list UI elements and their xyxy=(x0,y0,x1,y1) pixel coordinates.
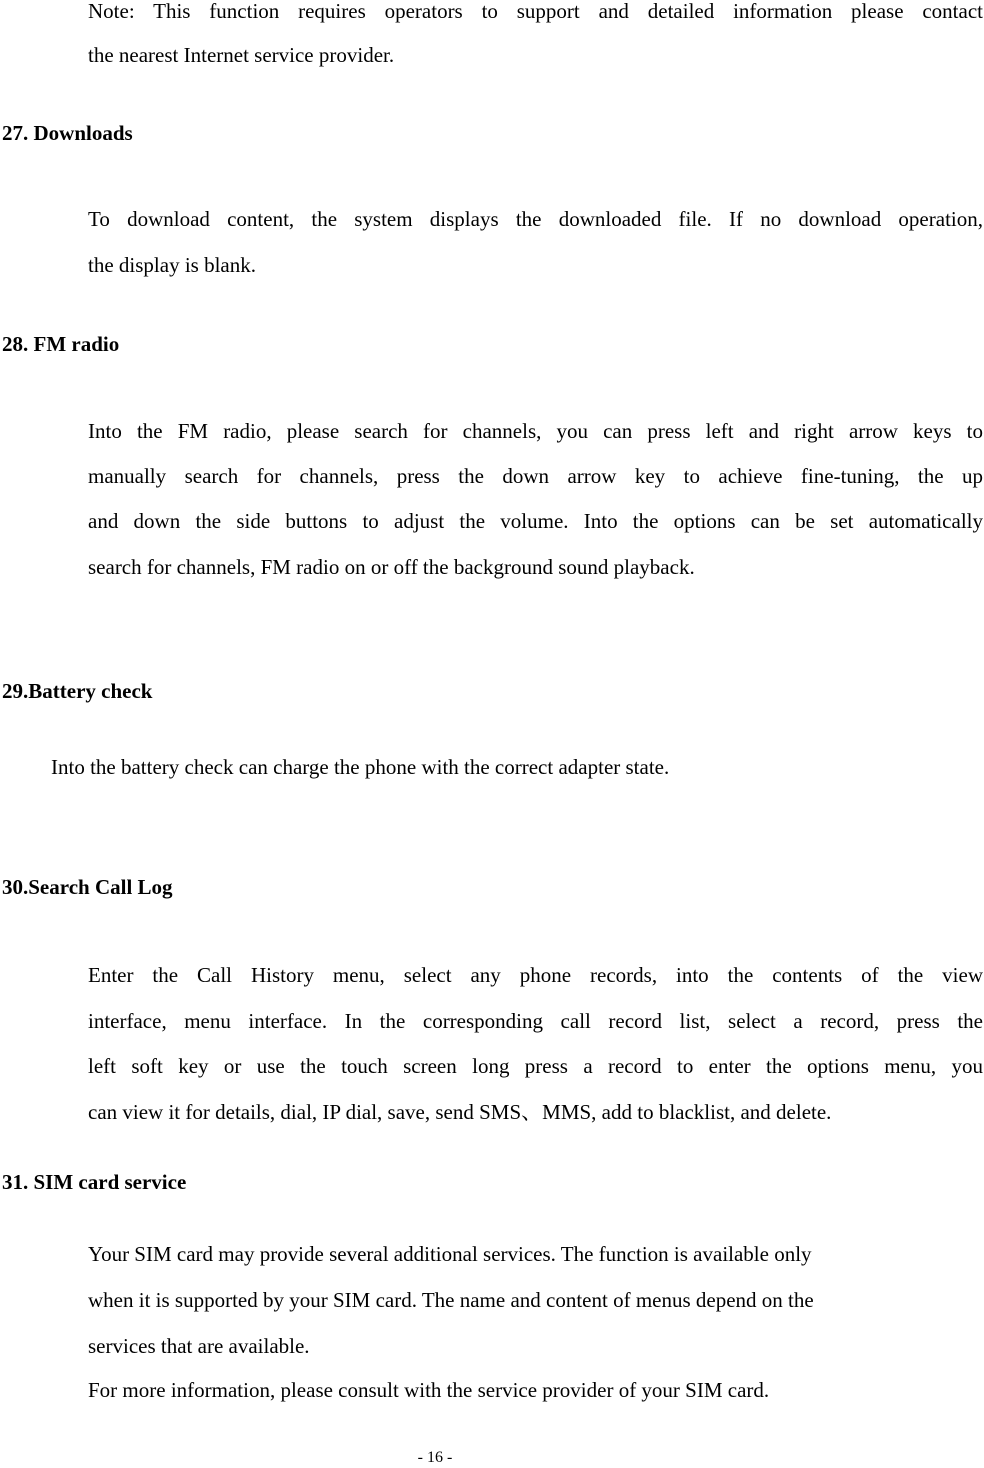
search-call-log-line-1: Enter the Call History menu, select any phone records, into the contents of the view xyxy=(88,963,983,987)
note-line-1: Note: This function requires operators to support and detailed information please contact xyxy=(88,0,983,23)
fm-radio-line-4: search for channels, FM radio on or off the background sound playback. xyxy=(88,555,695,579)
section-heading-battery-check: 29.Battery check xyxy=(2,679,153,703)
fm-radio-line-2: manually search for channels, press the down arrow key to achieve fine-tuning, the up xyxy=(88,464,983,488)
section-heading-downloads: 27. Downloads xyxy=(2,121,133,145)
downloads-line-2: the display is blank. xyxy=(88,253,256,277)
search-call-log-line-2: interface, menu interface. In the corresponding call record list, select a record, press the xyxy=(88,1009,983,1033)
fm-radio-line-1: Into the FM radio, please search for channels, you can press left and right arrow keys to xyxy=(88,419,983,443)
sim-card-service-line-3: services that are available. xyxy=(88,1334,310,1358)
search-call-log-line-3: left soft key or use the touch screen long press a record to enter the options menu, you xyxy=(88,1054,983,1078)
sim-card-service-line-4: For more information, please consult with the service provider of your SIM card. xyxy=(88,1378,770,1402)
section-heading-sim-card-service: 31. SIM card service xyxy=(2,1170,187,1194)
note-line-2: the nearest Internet service provider. xyxy=(88,43,395,67)
downloads-line-1: To download content, the system displays the downloaded file. If no download operation, xyxy=(88,207,983,231)
sim-card-service-line-2: when it is supported by your SIM card. The name and content of menus depend on the xyxy=(88,1288,814,1312)
section-heading-fm-radio: 28. FM radio xyxy=(2,332,120,356)
sim-card-service-line-1: Your SIM card may provide several additional services. The function is available only xyxy=(88,1242,812,1266)
page-number: - 16 - xyxy=(417,1449,453,1466)
search-call-log-line-4: can view it for details, dial, IP dial, save, send SMS、MMS, add to blacklist, and delete. xyxy=(88,1100,832,1124)
fm-radio-line-3: and down the side buttons to adjust the volume. Into the options can be set automatically xyxy=(88,509,983,533)
battery-check-line-1: Into the battery check can charge the phone with the correct adapter state. xyxy=(51,755,670,779)
section-heading-search-call-log: 30.Search Call Log xyxy=(2,875,173,899)
